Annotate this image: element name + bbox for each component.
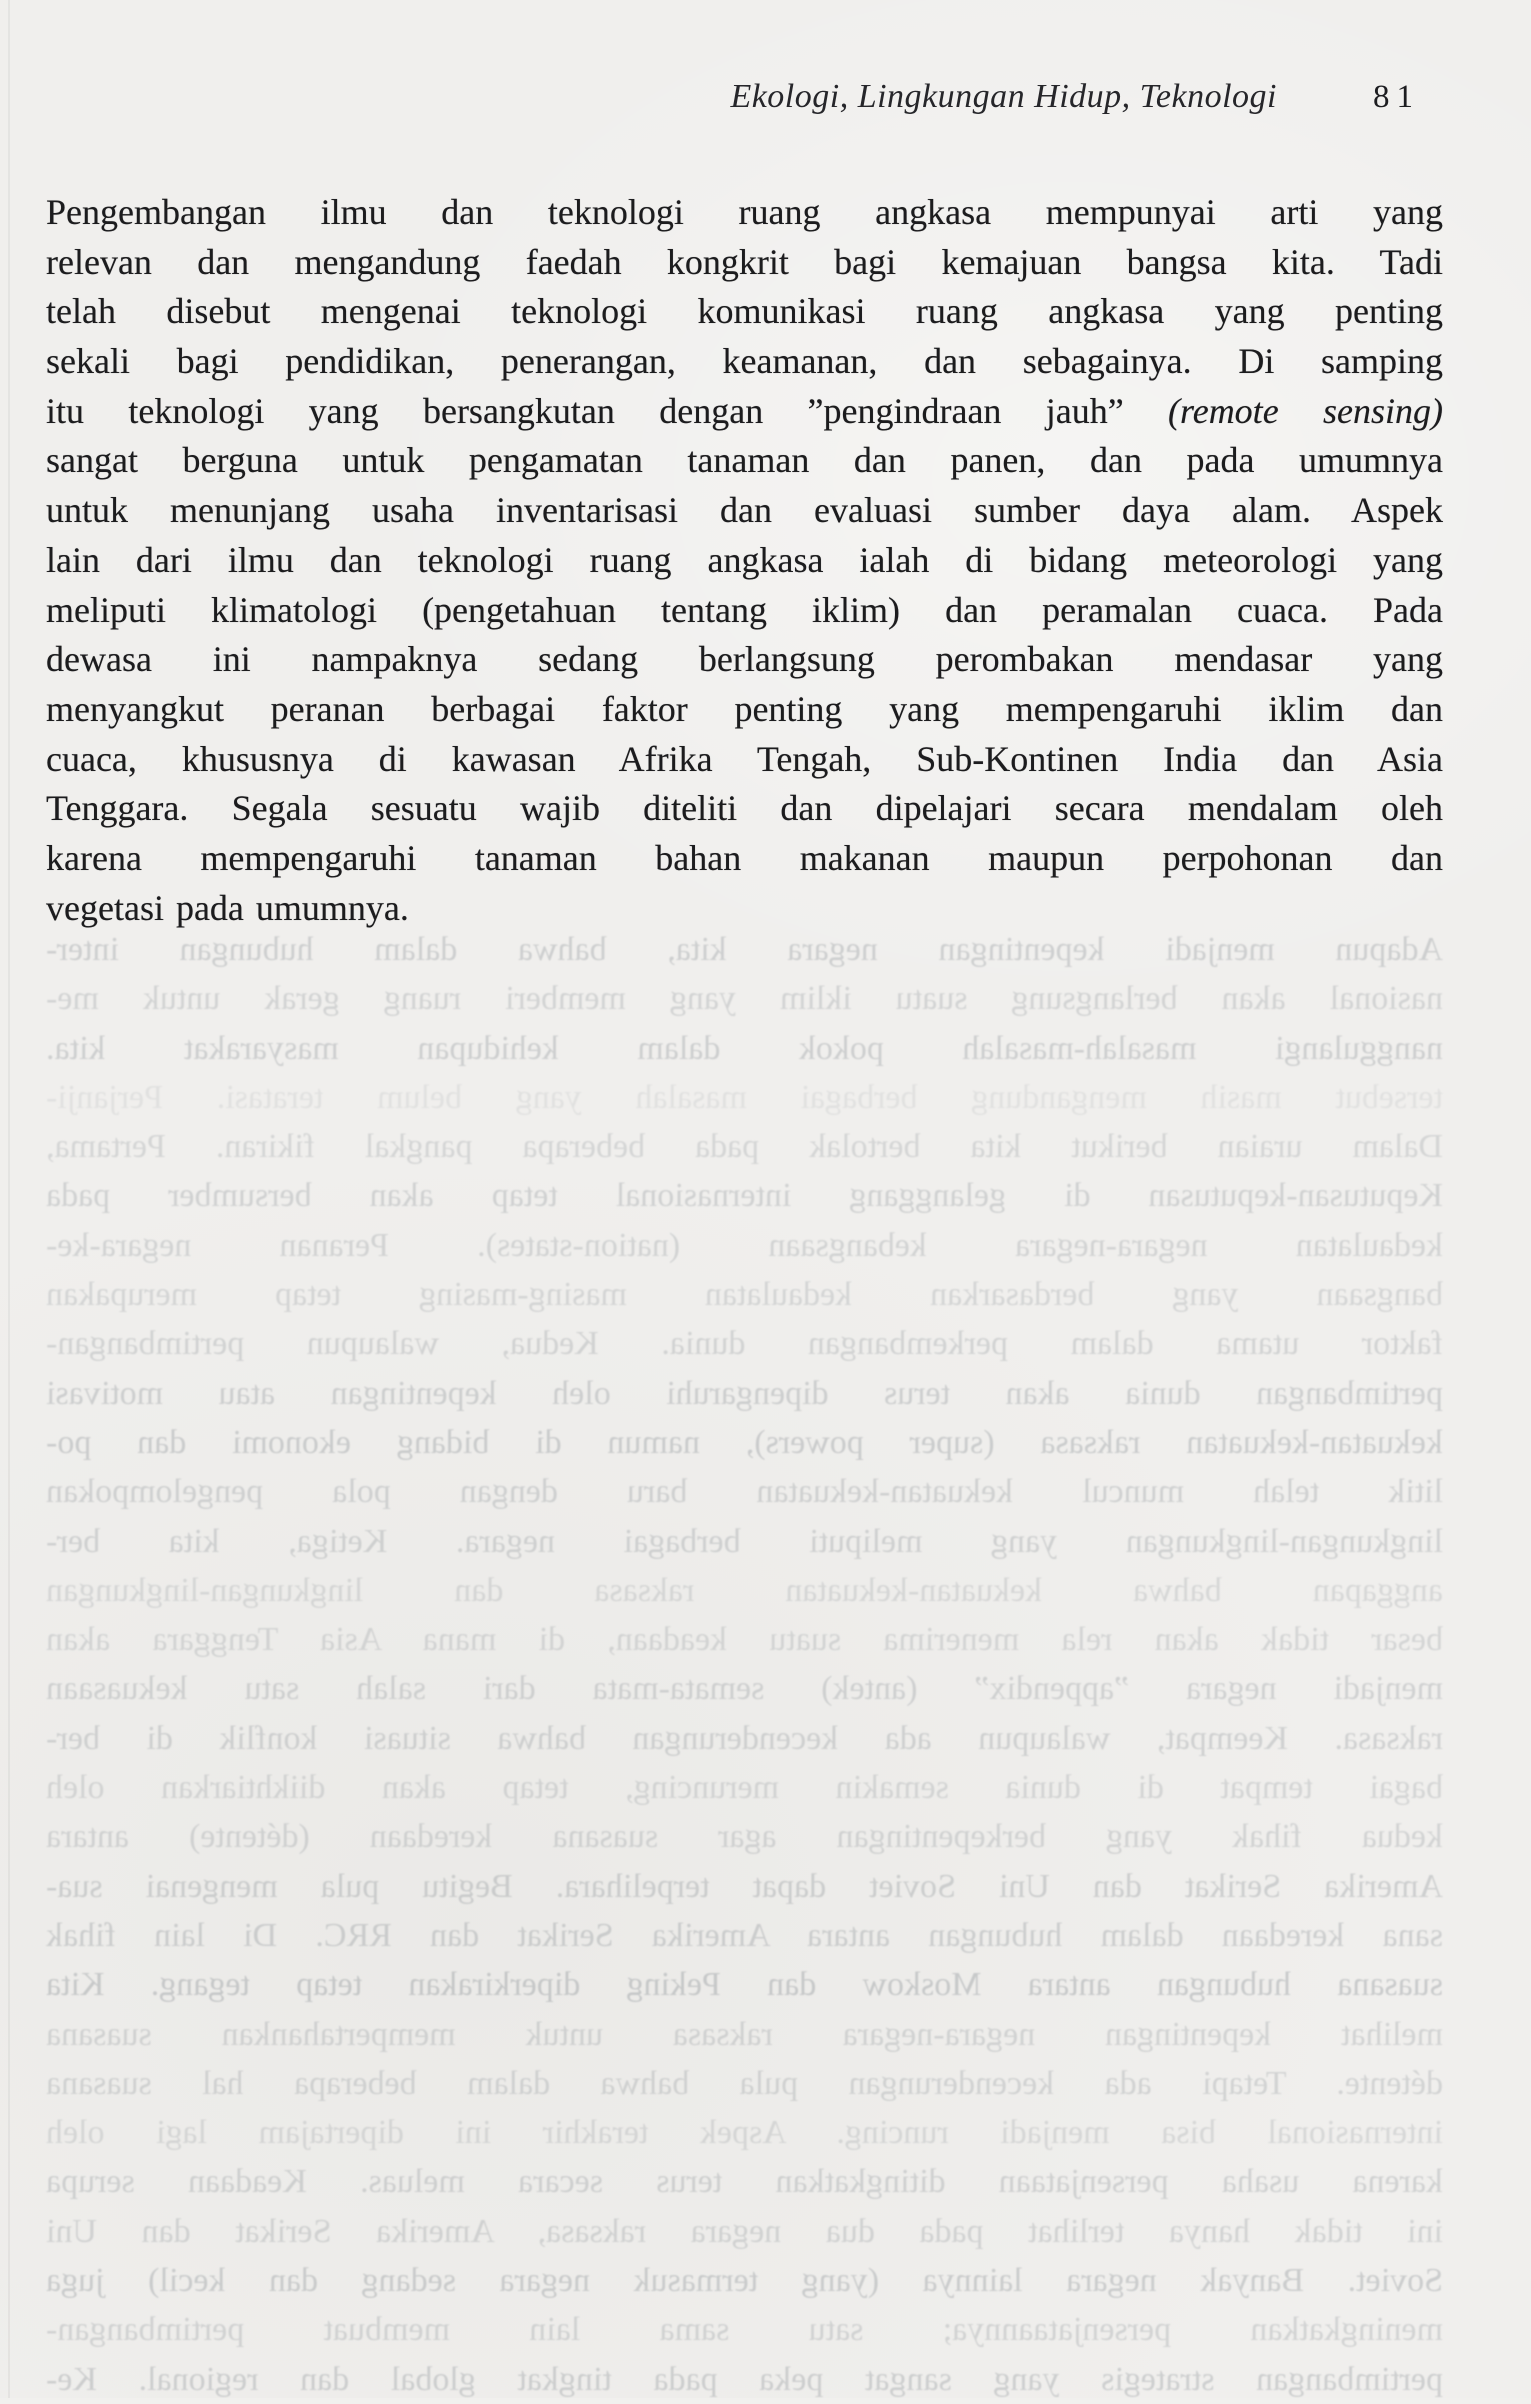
bleedthrough-line: Soviet. Banyak negara lainnya (yang termasuk negara sedang dan kecil) juga xyxy=(46,2262,1443,2300)
text-segment: vegetasi pada umumnya. xyxy=(46,887,409,928)
bleedthrough-line: melihat kepentingan negara-negara raksasa untuk mempertahankan suasana xyxy=(46,2015,1443,2053)
bleedthrough-line: Amerika Serikat dan Uni Soviet dapat terpelihara. Begitu pula mengenai sua- xyxy=(46,1867,1443,1905)
bleedthrough-line: litik telah muncul kekuatan-kekuatan baru dengan pola pengelompokan xyxy=(46,1473,1443,1511)
bleedthrough-line: anggapan bahwa kekuatan-kekuatan raksasa dan lingkungan-lingkungan xyxy=(46,1571,1443,1609)
bleedthrough-line: bangsaan yang berdasarkan kedaulatan masing-masing tetap merupakan xyxy=(46,1276,1443,1314)
bleedthrough-line: nanggulangi masalah-masalah pokok dalam kehidupan masyarakat kita. xyxy=(46,1029,1443,1067)
paragraph-line xyxy=(46,387,1443,437)
paragraph-line xyxy=(46,735,1443,785)
paragraph-line xyxy=(46,486,1443,536)
bleedthrough-line: raksasa. Keempat, walaupun ada kecenderungan bahwa situasi konflik di ber- xyxy=(46,1719,1443,1757)
bleedthrough-line: kedua fihak yang berkepentingan agar suasana keredaan (détente) antara xyxy=(46,1818,1443,1856)
paragraph-line xyxy=(46,188,1443,238)
paragraph-line xyxy=(46,586,1443,636)
text-segment: karena mempengaruhi tanaman bahan makanan maupun perpohonan dan xyxy=(46,837,1443,878)
bleedthrough-line: ini tidak hanya terlihat pada dua negara raksasa, Amerika Serikat dan Uni xyxy=(46,2212,1443,2250)
paragraph-line xyxy=(46,784,1443,834)
bleedthrough-line: meningkatkan persenjataannya; satu sama lain membuat pertimbangan- xyxy=(46,2311,1443,2349)
bleedthrough-line: Adapun menjadi kepentingan negara kita, bahwa dalam hubungan inter- xyxy=(46,931,1443,968)
bleedthrough-line: Dalam uraian berikut kita bertolak pada beberapa pangkal fikiran. Pertama, xyxy=(46,1128,1443,1166)
bleedthrough-line: nasional akan berlangsung suatu iklim yang memberi ruang gerak untuk me- xyxy=(46,980,1443,1018)
italic-phrase: (remote sensing) xyxy=(1168,390,1443,431)
bleedthrough-line: internasional bisa menjadi runcing. Aspek terakhir ini dipertajam lagi oleh xyxy=(46,2114,1443,2152)
paragraph-line xyxy=(46,337,1443,387)
bleedthrough-line: bagai tempat di dunia semakin meruncing, tetap akan diikhtiarkan oleh xyxy=(46,1769,1443,1807)
paragraph-line xyxy=(46,436,1443,486)
scan-edge-shadow xyxy=(8,0,10,2398)
text-segment: sekali bagi pendidikan, penerangan, keamanan, dan sebagainya. Di samping xyxy=(46,341,1443,382)
text-segment: dewasa ini nampaknya sedang berlangsung perombakan mendasar yang xyxy=(46,639,1443,680)
bleedthrough-line: pertimbangan dunia akan terus dipengaruhi oleh kepentingan atau motivasi xyxy=(46,1374,1443,1412)
text-segment: Pengembangan ilmu dan teknologi ruang angkasa mempunyai arti yang xyxy=(46,192,1443,232)
text-segment: sangat berguna untuk pengamatan tanaman dan panen, dan pada umumnya xyxy=(46,440,1443,481)
bleedthrough-text xyxy=(46,925,1443,2404)
running-title: Ekologi, Lingkungan Hidup, Teknologi xyxy=(730,78,1277,115)
text-segment: untuk menunjang usaha inventarisasi dan evaluasi sumber daya alam. Aspek xyxy=(46,490,1443,531)
bleedthrough-line: tersebut masih mengandung berbagai masalah yang belum teratasi. Perjanji- xyxy=(46,1078,1443,1116)
text-segment: meliputi klimatologi (pengetahuan tentang iklim) dan peramalan cuaca. Pada xyxy=(46,589,1443,630)
paragraph-line xyxy=(46,685,1443,735)
paragraph-line xyxy=(46,287,1443,337)
bleedthrough-line: Keputusan-keputusan di gelanggang internasional tetap akan bersumber pada xyxy=(46,1177,1443,1215)
page-number: 81 xyxy=(1373,79,1420,115)
bleedthrough-line: kedaulatan negara-negara kebangsaan (nation-states). Peranan negara-ke- xyxy=(46,1226,1443,1264)
text-segment: menyangkut peranan berbagai faktor penting yang mempengaruhi iklim dan xyxy=(46,688,1443,729)
bleedthrough-line: lingkungan-lingkungan yang meliputi berbagai negara. Ketiga, kita ber- xyxy=(46,1522,1443,1560)
text-segment: telah disebut mengenai teknologi komunikasi ruang angkasa yang penting xyxy=(46,291,1443,332)
bleedthrough-line: menjadi negara ”appendix” (antek) semata-mata dari salah satu kekuasaan xyxy=(46,1670,1443,1708)
paragraph-line xyxy=(46,884,1443,934)
bleedthrough-line: faktor utama dalam perkembangan dunia. Kedua, walaupun pertimbangan- xyxy=(46,1325,1443,1363)
page-header xyxy=(0,78,1420,116)
bleedthrough-line: détente. Tetapi ada kecenderungan pula bahwa dalam beberapa hal suasana xyxy=(46,2064,1443,2102)
paragraph-line xyxy=(46,834,1443,884)
text-segment: relevan dan mengandung faedah kongkrit bagi kemajuan bangsa kita. Tadi xyxy=(46,241,1443,282)
text-segment: Tenggara. Segala sesuatu wajib diteliti dan dipelajari secara mendalam oleh xyxy=(46,788,1443,829)
printed-paragraph xyxy=(46,188,1443,933)
paragraph-line xyxy=(46,536,1443,586)
paragraph-line xyxy=(46,635,1443,685)
paragraph-line xyxy=(46,238,1443,288)
bleedthrough-line: sana keredaan dalam hubungan antara Amerika Serikat dan RRC. Di lain fihak xyxy=(46,1916,1443,1954)
text-segment: lain dari ilmu dan teknologi ruang angkasa ialah di bidang meteorologi yang xyxy=(46,539,1443,580)
bleedthrough-line: karena usaha persenjataan ditingkatkan terus secara meluas. Keadaan serupa xyxy=(46,2163,1443,2201)
bleedthrough-line: kekuatan-kekuatan raksasa (super powers), namun di bidang ekonomi dan po- xyxy=(46,1423,1443,1461)
text-segment: itu teknologi yang bersangkutan dengan ”pengindraan jauh” xyxy=(46,390,1169,431)
bleedthrough-line: besar tidak akan rela menerima suatu keadaan, di mana Asia Tenggara akan xyxy=(46,1621,1443,1659)
bleedthrough-line: pertimbangan strategis yang sangat peka pada tingkat global dan regional. Ke- xyxy=(46,2360,1443,2398)
text-segment: cuaca, khususnya di kawasan Afrika Tengah, Sub-Kontinen India dan Asia xyxy=(46,738,1443,779)
bleedthrough-line: suasana hubungan antara Moskow dan Peking diperkirakan tetap tegang. Kita xyxy=(46,1966,1443,2004)
